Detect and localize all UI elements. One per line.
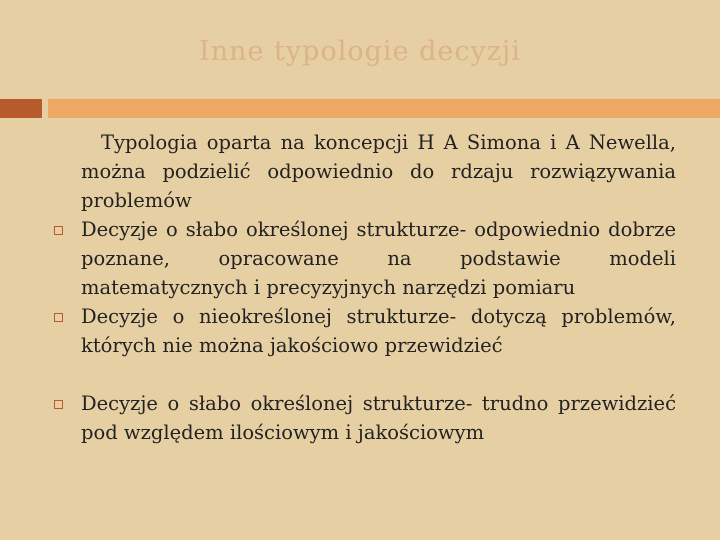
accent-bar-left [0, 99, 42, 118]
hollow-square-bullet-icon [54, 400, 63, 409]
bullet-item-3: Decyzje o słabo określonej strukturze- trudno przewidzieć pod względem ilościowym i jakościowym [81, 392, 676, 444]
hollow-square-bullet-icon [54, 313, 63, 322]
bullet-item-2: Decyzje o nieokreślonej strukturze- dotyczą problemów, których nie można jakościowo przewidzieć [81, 305, 676, 357]
slide-title: Inne typologie decyzji [199, 36, 521, 67]
accent-bar-right [48, 99, 720, 118]
hollow-square-bullet-icon [54, 226, 63, 235]
intro-paragraph: Typologia oparta na koncepcji H A Simona i A Newella, można podzielić odpowiednio do rdzaju rozwiązywania problemów [81, 131, 676, 212]
bullet-item-1: Decyzje o słabo określonej strukturze- odpowiednio dobrze poznane, opracowane na podstawie modeli matematycznych i precyzyjnych narzędzi pomiaru [81, 218, 676, 299]
